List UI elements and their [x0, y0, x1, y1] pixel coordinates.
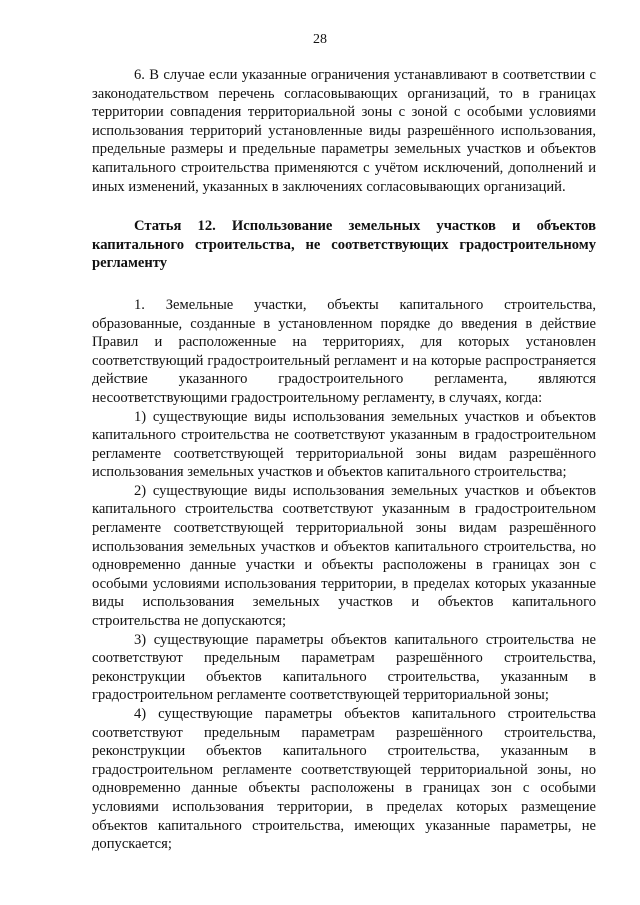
clause-1: 1. Земельные участки, объекты капитального строительства, образованные, созданные в установленном порядке до введения в действие Правил и расположенные на территориях, для которых установлен соответствующий градостроительный регламент и на которые распространяется действие указанного градостроительного регламента, являются несоответствующими градостроительному регламенту, в случаях, когда: — [92, 296, 596, 406]
list-item: 3) существующие параметры объектов капитального строительства не соответствуют предельным параметрам разрешённого строительства, реконструкции объектов капитального строительства, указанным в градостроительном регламенте соответствующей территориальной зоны; — [92, 631, 596, 704]
page-number: 28 — [313, 32, 327, 47]
document-body — [92, 66, 596, 854]
article-12-heading: Статья 12. Использование земельных участков и объектов капитального строительства, не соответствующих градостроительному регламенту — [92, 218, 596, 272]
list-item: 1) существующие виды использования земельных участков и объектов капитального строительства не соответствуют указанным в градостроительном регламенте соответствующей территориальной зоны видам разрешённого использования земельных участков и объектов капитального строительства; — [92, 408, 596, 481]
paragraph-6: 6. В случае если указанные ограничения устанавливают в соответствии с законодательством перечень согласовывающих организаций, то в границах территории совпадения территориальной зоны с зоной с особыми условиями использования территорий установленные виды разрешённого использования, предельные размеры и предельные параметры земельных участков и объектов капитального строительства применяются с учётом исключений, дополнений и иных изменений, указанных в заключениях согласовывающих организаций. — [92, 67, 596, 195]
list-item: 2) существующие виды использования земельных участков и объектов капитального строительства соответствуют указанным в градостроительном регламенте соответствующей территориальной зоны видам разрешённого использования земельных участков и объектов капитального строительства, но одновременно данные участки и объекты расположены в границах зон с особыми условиями использования территории, в пределах которых указанные виды использования земельных участков и объектов капитального строительства не допускаются; — [92, 482, 596, 630]
list-item: 4) существующие параметры объектов капитального строительства соответствуют предельным параметрам разрешённого строительства, реконструкции объектов капитального строительства, указанным в градостроительном регламенте соответствующей территориальной зоны, но одновременно данные объекты расположены в границах зон с особыми условиями использования территории, в пределах которых размещение объектов капитального строительства, имеющих указанные параметры, не допускается; — [92, 706, 596, 853]
clause-1-items — [92, 408, 596, 854]
